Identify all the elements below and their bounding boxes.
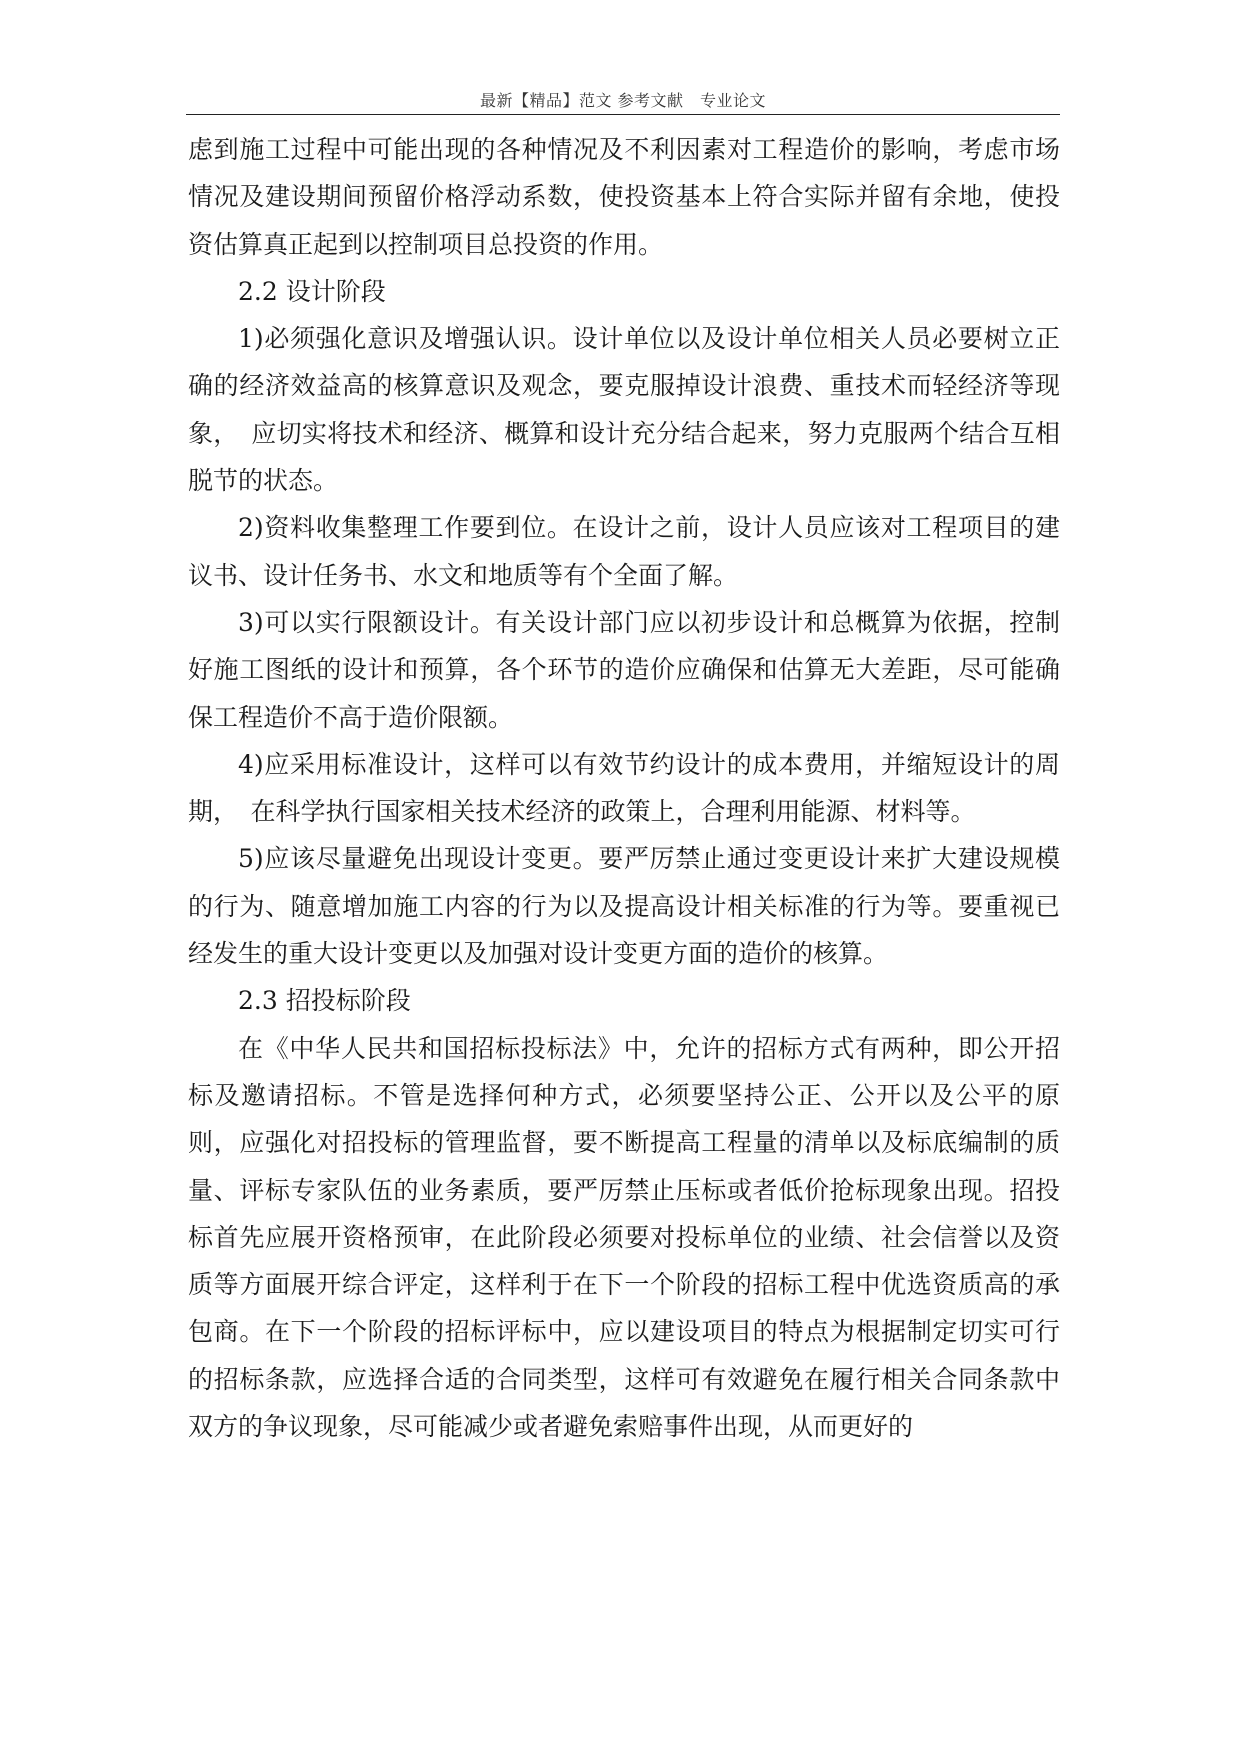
paragraph-item-5: 5)应该尽量避免出现设计变更。要严厉禁止通过变更设计来扩大建设规模的行为、随意增加施工内容的行为以及提高设计相关标准的行为等。要重视已经发生的重大设计变更以及加强对设计变更方面的造价的核算。 [188,844,1060,969]
section-heading-design-stage: 2.2 设计阶段 [238,276,386,306]
paragraph-item-4: 4)应采用标准设计，这样可以有效节约设计的成本费用，并缩短设计的周期， 在科学执行国家相关技术经济的政策上，合理利用能源、材料等。 [188,749,1060,827]
paragraph-item-3: 3)可以实行限额设计。有关设计部门应以初步设计和总概算为依据，控制好施工图纸的设计和预算，各个环节的造价应确保和估算无大差距，尽可能确保工程造价不高于造价限额。 [188,607,1060,732]
paragraph-bidding: 在《中华人民共和国招标投标法》中，允许的招标方式有两种，即公开招标及邀请招标。不管是选择何种方式，必须要坚持公正、公开以及公平的原则，应强化对招投标的管理监督，要不断提高工程量的清单以及标底编制的质量、评标专家队伍的业务素质，要严厉禁止压标或者低价抢标现象出现。招投标首先应展开资格预审，在此阶段必须要对投标单位的业绩、社会信誉以及资质等方面展开综合评定，这样利于在下一个阶段的招标工程中优选资质高的承包商。在下一个阶段的招标评标中，应以建设项目的特点为根据制定切实可行的招标条款，应选择合适的合同类型，这样可有效避免在履行相关合同条款中双方的争议现象，尽可能减少或者避免索赔事件出现，从而更好的 [188,1033,1060,1442]
paragraph-continuation: 虑到施工过程中可能出现的各种情况及不利因素对工程造价的影响，考虑市场情况及建设期间预留价格浮动系数，使投资基本上符合实际并留有余地，使投资估算真正起到以控制项目总投资的作用。 [188,135,1060,259]
section-heading-bidding-stage: 2.3 招投标阶段 [238,986,411,1016]
body-text [188,126,1060,1450]
paragraph-item-2: 2)资料收集整理工作要到位。在设计之前，设计人员应该对工程项目的建议书、设计任务书、水文和地质等有个全面了解。 [188,513,1060,590]
paragraph-item-1: 1)必须强化意识及增强认识。设计单位以及设计单位相关人员必要树立正确的经济效益高的核算意识及观念，要克服掉设计浪费、重技术而轻经济等现象， 应切实将技术和经济、概算和设计充分结合起来，努力克服两个结合互相脱节的状态。 [188,324,1060,496]
header-divider [186,114,1060,115]
page-header: 最新【精品】范文 参考文献 专业论文 [479,91,767,110]
